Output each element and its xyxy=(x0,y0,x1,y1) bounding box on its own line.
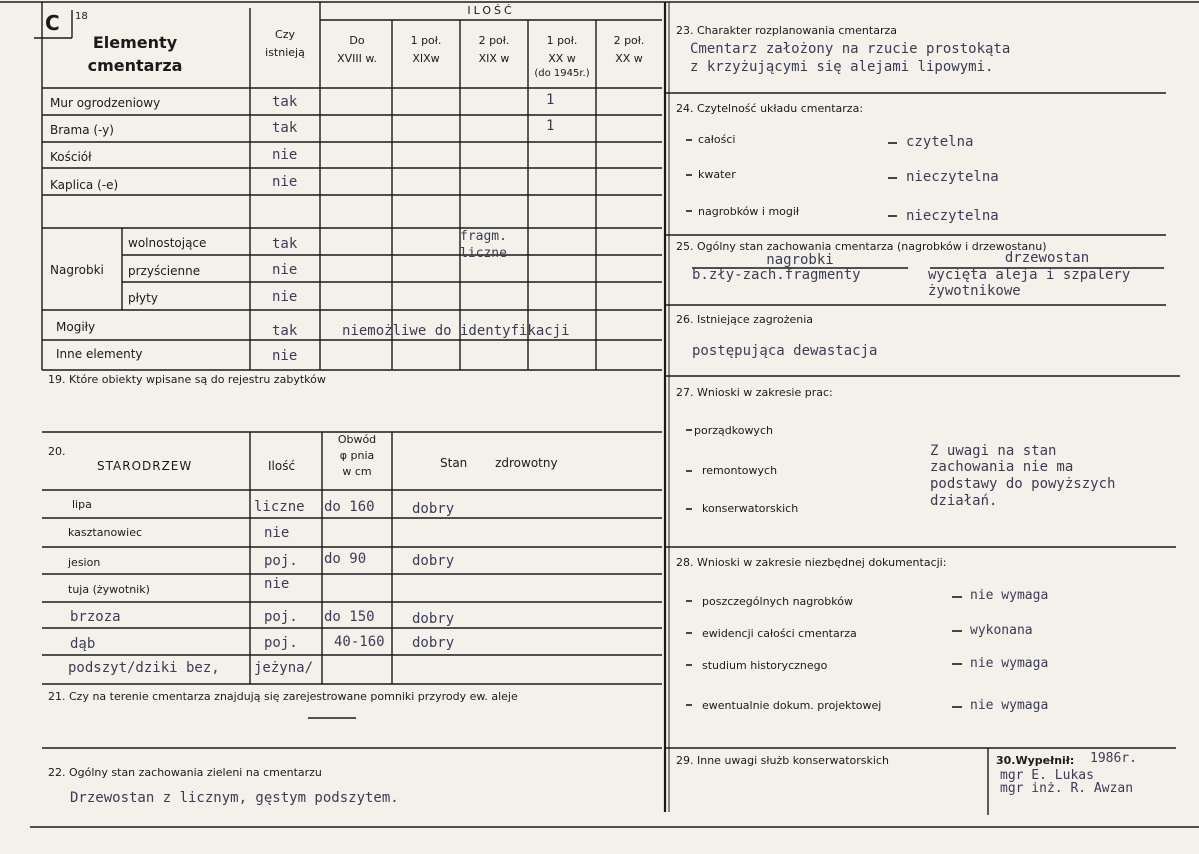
section-30-date: 1986r. xyxy=(1090,751,1137,766)
section-28-item-2: ewidencji całości cmentarza xyxy=(702,627,857,640)
section-25-value-tombstones: b.zły-zach.fragmenty xyxy=(692,267,861,283)
value-graves-note: niemożliwe do identyfikacji xyxy=(342,323,570,339)
section-23-question: 23. Charakter rozplanowania cmentarza xyxy=(676,24,897,37)
section-27-item-renovation: remontowych xyxy=(702,464,778,477)
section-23-answer-1: Cmentarz założony na rzucie prostokąta xyxy=(690,41,1011,57)
row-label-slabs: płyty xyxy=(128,291,158,305)
row-label-gate: Brama (-y) xyxy=(50,123,114,137)
period-3-a: 2 poł. xyxy=(478,34,510,47)
section-24-item-whole: całości xyxy=(698,133,736,146)
col-header-count: Ilość xyxy=(268,459,296,473)
row-label-chapel: Kaplica (-e) xyxy=(50,178,119,192)
tree-name-brzoza: brzoza xyxy=(70,609,121,625)
value-chapel-exists: nie xyxy=(272,174,298,190)
section-21-question: 21. Czy na terenie cmentarza znajdują się zarejestrowane pomniki przyrody ew. aleje xyxy=(48,690,518,703)
section-24-item-quarters: kwater xyxy=(698,168,736,181)
section-27-question: 27. Wnioski w zakresie prac: xyxy=(676,386,833,399)
section-22-question: 22. Ogólny stan zachowania zieleni na cmentarzu xyxy=(48,766,322,779)
period-4-a: 1 poł. xyxy=(546,34,578,47)
value-other-exists: nie xyxy=(272,348,298,364)
tree-name-undergrowth: podszyt/dziki bez, xyxy=(68,660,220,676)
tree-count-tuja: nie xyxy=(264,576,290,592)
period-5-b: XX w xyxy=(615,52,643,65)
tree-count-jesion: poj. xyxy=(264,553,298,569)
section-25-question: 25. Ogólny stan zachowania cmentarza (nagrobków i drzewostanu) xyxy=(676,240,1047,253)
section-28-item-4: ewentualnie dokum. projektowej xyxy=(702,699,882,712)
section-30-person-1: mgr E. Lukas xyxy=(1000,768,1094,783)
section-26-question: 26. Istniejące zagrożenia xyxy=(676,313,814,326)
tree-name-dab: dąb xyxy=(70,636,96,652)
col-header-exists-2: istnieją xyxy=(265,46,305,59)
value-wall-exists: tak xyxy=(272,94,298,110)
section-24-value-tombstones: nieczytelna xyxy=(906,208,999,224)
period-1-b: XVIII w. xyxy=(337,52,377,65)
tree-health-jesion: dobry xyxy=(412,553,455,569)
value-freestanding-note-1: fragm. xyxy=(460,229,507,244)
card-number: 18 xyxy=(75,11,88,22)
value-freestanding-note-2: liczne xyxy=(460,246,507,261)
section-27-answer-2: zachowania nie ma xyxy=(930,459,1074,475)
section-24-question: 24. Czytelność układu cmentarza: xyxy=(676,102,864,115)
row-label-wall-mounted: przyścienne xyxy=(128,264,201,278)
section-24-value-quarters: nieczytelna xyxy=(906,169,999,185)
tree-girth-lipa: do 160 xyxy=(324,499,375,515)
period-2-b: XIXw xyxy=(412,52,440,65)
section-28-item-3: studium historycznego xyxy=(702,659,828,672)
tree-count-dab: poj. xyxy=(264,635,298,651)
value-gate-xxw: 1 xyxy=(546,118,555,134)
section-27-answer-3: podstawy do powyższych xyxy=(930,476,1116,492)
value-wall-mounted-exists: nie xyxy=(272,262,298,278)
section-27-answer-4: działań. xyxy=(930,493,998,509)
section-23-answer-2: z krzyżującymi się alejami lipowymi. xyxy=(690,59,994,75)
value-gate-exists: tak xyxy=(272,120,298,136)
section-27-answer-1: Z uwagi na stan xyxy=(930,443,1057,459)
tree-girth-jesion: do 90 xyxy=(324,551,367,567)
section-28-item-1: poszczególnych nagrobków xyxy=(702,595,853,608)
tree-name-lipa: lipa xyxy=(72,498,92,511)
row-label-church: Kościół xyxy=(50,150,92,164)
tree-name-tuja: tuja (żywotnik) xyxy=(68,583,150,596)
tree-count-kasztanowiec: nie xyxy=(264,525,290,541)
tree-count-brzoza: poj. xyxy=(264,609,298,625)
tree-name-jesion: jesion xyxy=(68,556,101,569)
section-28-value-2: wykonana xyxy=(970,623,1033,638)
table-title-line1: Elementy xyxy=(92,33,178,52)
col-header-quantity: ILOŚĆ xyxy=(467,4,515,17)
row-label-wall: Mur ogrodzeniowy xyxy=(50,96,161,110)
col-header-health: Stan zdrowotny xyxy=(440,456,558,470)
tree-name-kasztanowiec: kasztanowiec xyxy=(68,526,143,539)
section-28-value-1: nie wymaga xyxy=(970,588,1049,603)
section-24-item-tombstones: nagrobków i mogił xyxy=(698,205,800,218)
tree-girth-brzoza: do 150 xyxy=(324,609,375,625)
section-25-col-tombstones: nagrobki xyxy=(766,252,834,268)
section-26-answer: postępująca dewastacja xyxy=(692,343,878,359)
period-1-a: Do xyxy=(349,34,365,47)
card-letter: C xyxy=(45,11,60,35)
value-freestanding-exists: tak xyxy=(272,236,298,252)
col-header-girth-3: w cm xyxy=(342,465,372,478)
col-header-exists-1: Czy xyxy=(275,28,295,41)
period-4-c: (do 1945r.) xyxy=(534,68,590,79)
table-title-line2: cmentarza xyxy=(87,56,183,75)
section-28-value-4: nie wymaga xyxy=(970,698,1049,713)
section-24-value-whole: czytelna xyxy=(906,134,974,150)
tree-count-undergrowth: jeżyna/ xyxy=(254,660,314,676)
section-25-value-trees-1: wycięta aleja i szpalery xyxy=(928,267,1131,283)
col-header-girth-2: φ pnia xyxy=(339,449,375,462)
section-29-question: 29. Inne uwagi służb konserwatorskich xyxy=(676,754,889,767)
section-27-item-cleanup: porządkowych xyxy=(694,424,773,437)
col-header-girth-1: Obwód xyxy=(337,433,377,446)
value-wall-xxw: 1 xyxy=(546,92,555,108)
row-label-graves: Mogiły xyxy=(56,320,96,334)
section-25-col-trees: drzewostan xyxy=(1004,250,1090,266)
section-30-person-2: mgr inż. R. Awzan xyxy=(1000,781,1134,796)
section-20-number: 20. xyxy=(48,445,66,458)
tree-health-brzoza: dobry xyxy=(412,611,455,627)
row-label-other: Inne elementy xyxy=(56,347,143,361)
value-graves-exists: tak xyxy=(272,323,298,339)
section-25-value-trees-2: żywotnikowe xyxy=(928,283,1021,299)
row-label-freestanding: wolnostojące xyxy=(128,236,207,250)
section-30-label: 30.Wypełnił: xyxy=(996,754,1075,767)
value-church-exists: nie xyxy=(272,147,298,163)
tree-health-lipa: dobry xyxy=(412,501,455,517)
section-20-title: STARODRZEW xyxy=(97,459,193,473)
section-27-item-conservation: konserwatorskich xyxy=(702,502,799,515)
row-label-tombstones: Nagrobki xyxy=(50,263,104,277)
tree-girth-dab: 40-160 xyxy=(334,634,385,650)
tree-count-lipa: liczne xyxy=(254,499,305,515)
value-slabs-exists: nie xyxy=(272,289,298,305)
section-28-value-3: nie wymaga xyxy=(970,656,1049,671)
tree-health-dab: dobry xyxy=(412,635,455,651)
period-2-a: 1 poł. xyxy=(410,34,442,47)
section-22-answer: Drzewostan z licznym, gęstym podszytem. xyxy=(70,790,399,806)
period-3-b: XIX w xyxy=(478,52,510,65)
period-5-a: 2 poł. xyxy=(613,34,645,47)
section-28-question: 28. Wnioski w zakresie niezbędnej dokumentacji: xyxy=(676,556,947,569)
section-19-question: 19. Które obiekty wpisane są do rejestru zabytków xyxy=(48,373,326,386)
period-4-b: XX w xyxy=(548,52,576,65)
